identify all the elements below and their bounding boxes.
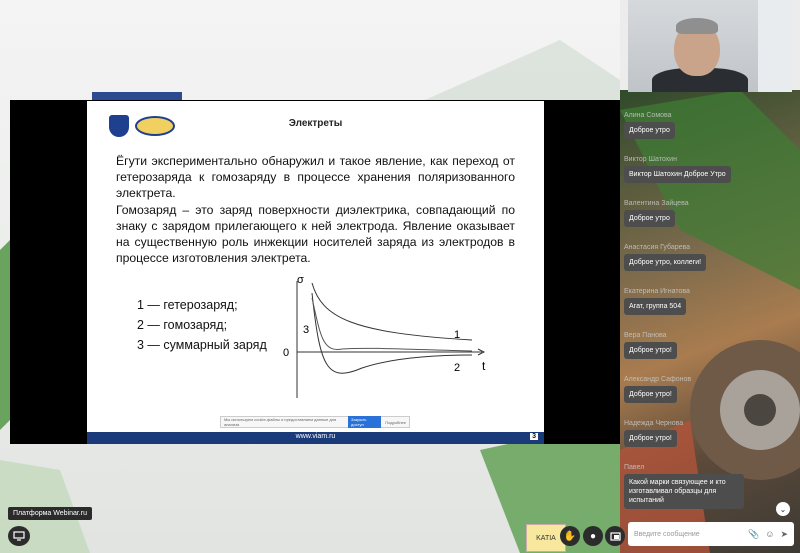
screen-share-button[interactable]	[8, 526, 30, 546]
footer-url: www.viam.ru	[295, 433, 336, 440]
layout-button[interactable]	[605, 526, 625, 546]
cookie-consent-banner	[220, 416, 410, 428]
legend-item-1: 1 — гетерозаряд;	[137, 298, 238, 312]
chat-message	[624, 156, 794, 183]
curve-1-label: 1	[454, 329, 461, 341]
message-author: Надежда Чернова	[624, 420, 684, 427]
slide-body	[116, 153, 515, 266]
x-axis-label: t	[482, 359, 486, 373]
slide-paragraph-1: Ёгути экспериментально обнаружил и такое явление, как переход от гетерозаряда к гомозаряду в процессе хранения поляризованного электрета.	[116, 154, 515, 201]
chat-message	[624, 376, 794, 403]
chat-message	[624, 332, 794, 359]
raise-hand-button[interactable]	[560, 526, 580, 546]
slide-paragraph-2: Гомозаряд – это заряд поверхности диэлектрика, совпадающий по знаку с зарядом прилегающего к ней электрода. Явление оказывает на существенную роль инжекции носителей заряда из электродов в процессе изготовления электрета.	[116, 202, 515, 266]
message-bubble: Агат, группа 504	[624, 298, 686, 315]
chat-message	[624, 464, 794, 509]
platform-label: Платформа Webinar.ru	[8, 507, 92, 520]
webcam-video	[628, 0, 792, 92]
message-bubble: Доброе утро	[624, 210, 675, 227]
message-bubble: Доброе утро!	[624, 430, 677, 447]
presenter-hair	[676, 18, 718, 34]
message-author: Алина Сомова	[624, 112, 672, 119]
slide-footer	[87, 432, 544, 444]
message-bubble: Доброе утро	[624, 122, 675, 139]
chat-message	[624, 200, 794, 227]
message-author: Валентина Зайцева	[624, 200, 689, 207]
curve-3-label: 3	[303, 324, 310, 336]
slide-page-number: 3	[532, 433, 536, 440]
layout-icon	[610, 532, 621, 541]
message-author: Екатерина Игнатова	[624, 288, 690, 295]
zero-label: 0	[283, 347, 290, 359]
message-author: Анастасия Губарева	[624, 244, 691, 251]
attach-icon[interactable]: 📎	[748, 528, 760, 539]
message-bubble: Доброе утро!	[624, 386, 677, 403]
y-axis-label: σ	[297, 274, 304, 286]
legend-item-2: 2 — гомозаряд;	[137, 318, 228, 332]
graph-legend	[137, 295, 267, 355]
webcam-window	[758, 0, 792, 92]
curve-1	[312, 283, 472, 340]
curve-3	[312, 298, 472, 351]
screen-share-icon	[13, 531, 25, 541]
message-author: Вера Панова	[624, 332, 667, 339]
reaction-button[interactable]	[583, 526, 603, 546]
legend-item-3: 3 — суммарный заряд	[137, 338, 267, 352]
reaction-icon: ●	[589, 530, 597, 542]
consent-text: Мы используем cookie-файлы и предоставляем данные для анализа	[224, 417, 337, 427]
chat-message	[624, 420, 794, 447]
slide-title: Электреты	[288, 118, 343, 129]
charge-decay-graph	[282, 273, 492, 408]
chat-message	[624, 112, 794, 139]
raise-hand-icon: ✋	[563, 530, 577, 542]
chat-input-actions	[748, 529, 788, 540]
message-bubble: Доброе утро!	[624, 342, 677, 359]
send-icon[interactable]: ➤	[780, 528, 788, 539]
message-author: Александр Сафонов	[624, 376, 692, 383]
curve-2	[312, 293, 472, 373]
consent-close-button[interactable]: Закрыть доступ	[348, 416, 381, 428]
message-author: Павел	[624, 464, 645, 471]
curve-2-label: 2	[454, 362, 461, 374]
emoji-icon[interactable]: ☺	[765, 528, 775, 539]
consent-more-link[interactable]: Подробнее	[385, 419, 406, 425]
message-author: Виктор Шатохин	[624, 156, 677, 163]
chat-input[interactable]	[628, 522, 794, 546]
message-bubble: Доброе утро, коллеги!	[624, 254, 706, 271]
chevron-down-icon[interactable]: ⌄	[776, 502, 790, 516]
chat-message	[624, 288, 794, 315]
participant-name-tag: KATIA	[526, 524, 566, 552]
presentation-slide	[87, 101, 544, 444]
chat-message	[624, 244, 794, 271]
message-bubble: Какой марки связующее и кто изготавливал образцы для испытаний	[624, 474, 744, 509]
chat-input-placeholder: Введите сообщение	[634, 530, 700, 538]
message-bubble: Виктор Шатохин Доброе Утро	[624, 166, 731, 183]
